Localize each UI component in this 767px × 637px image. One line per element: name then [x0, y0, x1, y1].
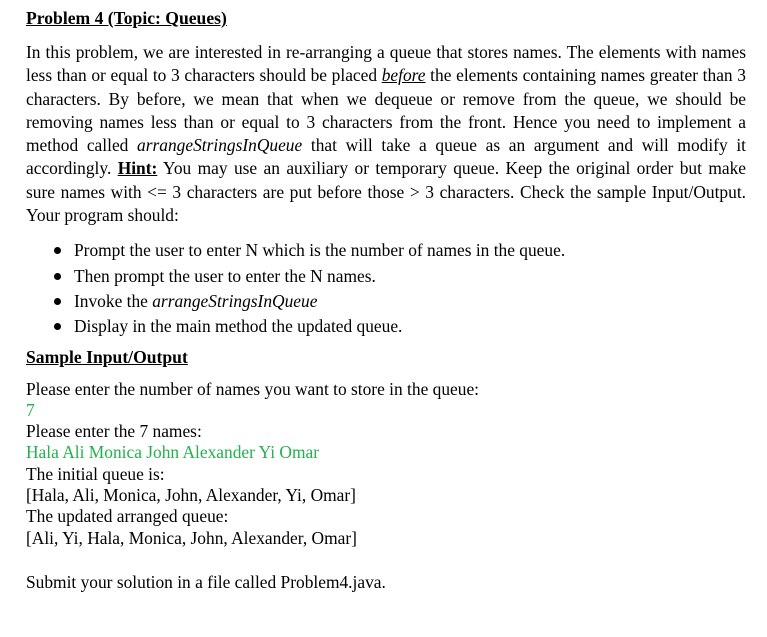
sample-io-heading: Sample Input/Output: [26, 346, 188, 367]
prompt-number-of-names: Please enter the number of names you want to store in the queue:: [26, 378, 479, 399]
updated-queue-value: [Ali, Yi, Hala, Monica, John, Alexander, Omar]: [26, 527, 357, 548]
prompt-names: Please enter the 7 names:: [26, 421, 202, 442]
sample-io-block: [26, 379, 747, 549]
problem-heading: Problem 4 (Topic: Queues): [26, 8, 227, 28]
bullet-icon: [54, 247, 61, 254]
bullet-icon: [54, 298, 61, 305]
method-name: arrangeStringsInQueue: [137, 135, 303, 156]
list-item: [52, 238, 747, 263]
bullet-text-4: Display in the main method the updated queue.: [74, 316, 403, 337]
bullet-text-2: Then prompt the user to enter the N names.: [74, 265, 376, 286]
bullet-icon: [54, 273, 61, 280]
requirements-list: [26, 238, 747, 339]
initial-queue-label: The initial queue is:: [26, 463, 165, 484]
hint-label: Hint:: [117, 158, 158, 179]
submit-instruction: Submit your solution in a file called Problem4.java.: [26, 571, 386, 592]
input-number-of-names: 7: [26, 399, 35, 420]
updated-queue-label: The updated arranged queue:: [26, 506, 229, 527]
bullet-icon: [54, 323, 61, 330]
description-part-2: the elements containing names greater than 3 characters. By before, we mean that when we dequeue or remove from the queue, we should be removing names less than or equal to 3 characters from the front. Hence you need to implement a method called: [26, 65, 746, 156]
problem-description: [26, 41, 746, 227]
description-part-4: You may use an auxiliary or temporary queue. Keep the original order but make sure names with <= 3 characters are put before those > 3 characters. Check the sample Input/Output. Your program should:: [26, 158, 746, 226]
list-item: [52, 314, 747, 339]
description-part-3: that will take a queue as an argument and will modify it accordingly.: [26, 135, 746, 179]
bullet-method-name: arrangeStringsInQueue: [152, 290, 318, 311]
list-item: [52, 264, 747, 289]
input-names: Hala Ali Monica John Alexander Yi Omar: [26, 442, 319, 463]
list-item: [52, 289, 747, 314]
description-part-1: In this problem, we are interested in re-arranging a queue that stores names. The elements with names less than or equal to 3 characters should be placed: [26, 42, 746, 86]
initial-queue-value: [Hala, Ali, Monica, John, Alexander, Yi, Omar]: [26, 485, 356, 506]
bullet-text-3: Invoke the: [74, 290, 153, 311]
before-emphasis: before: [381, 65, 426, 86]
bullet-text-1: Prompt the user to enter N which is the number of names in the queue.: [74, 240, 566, 261]
